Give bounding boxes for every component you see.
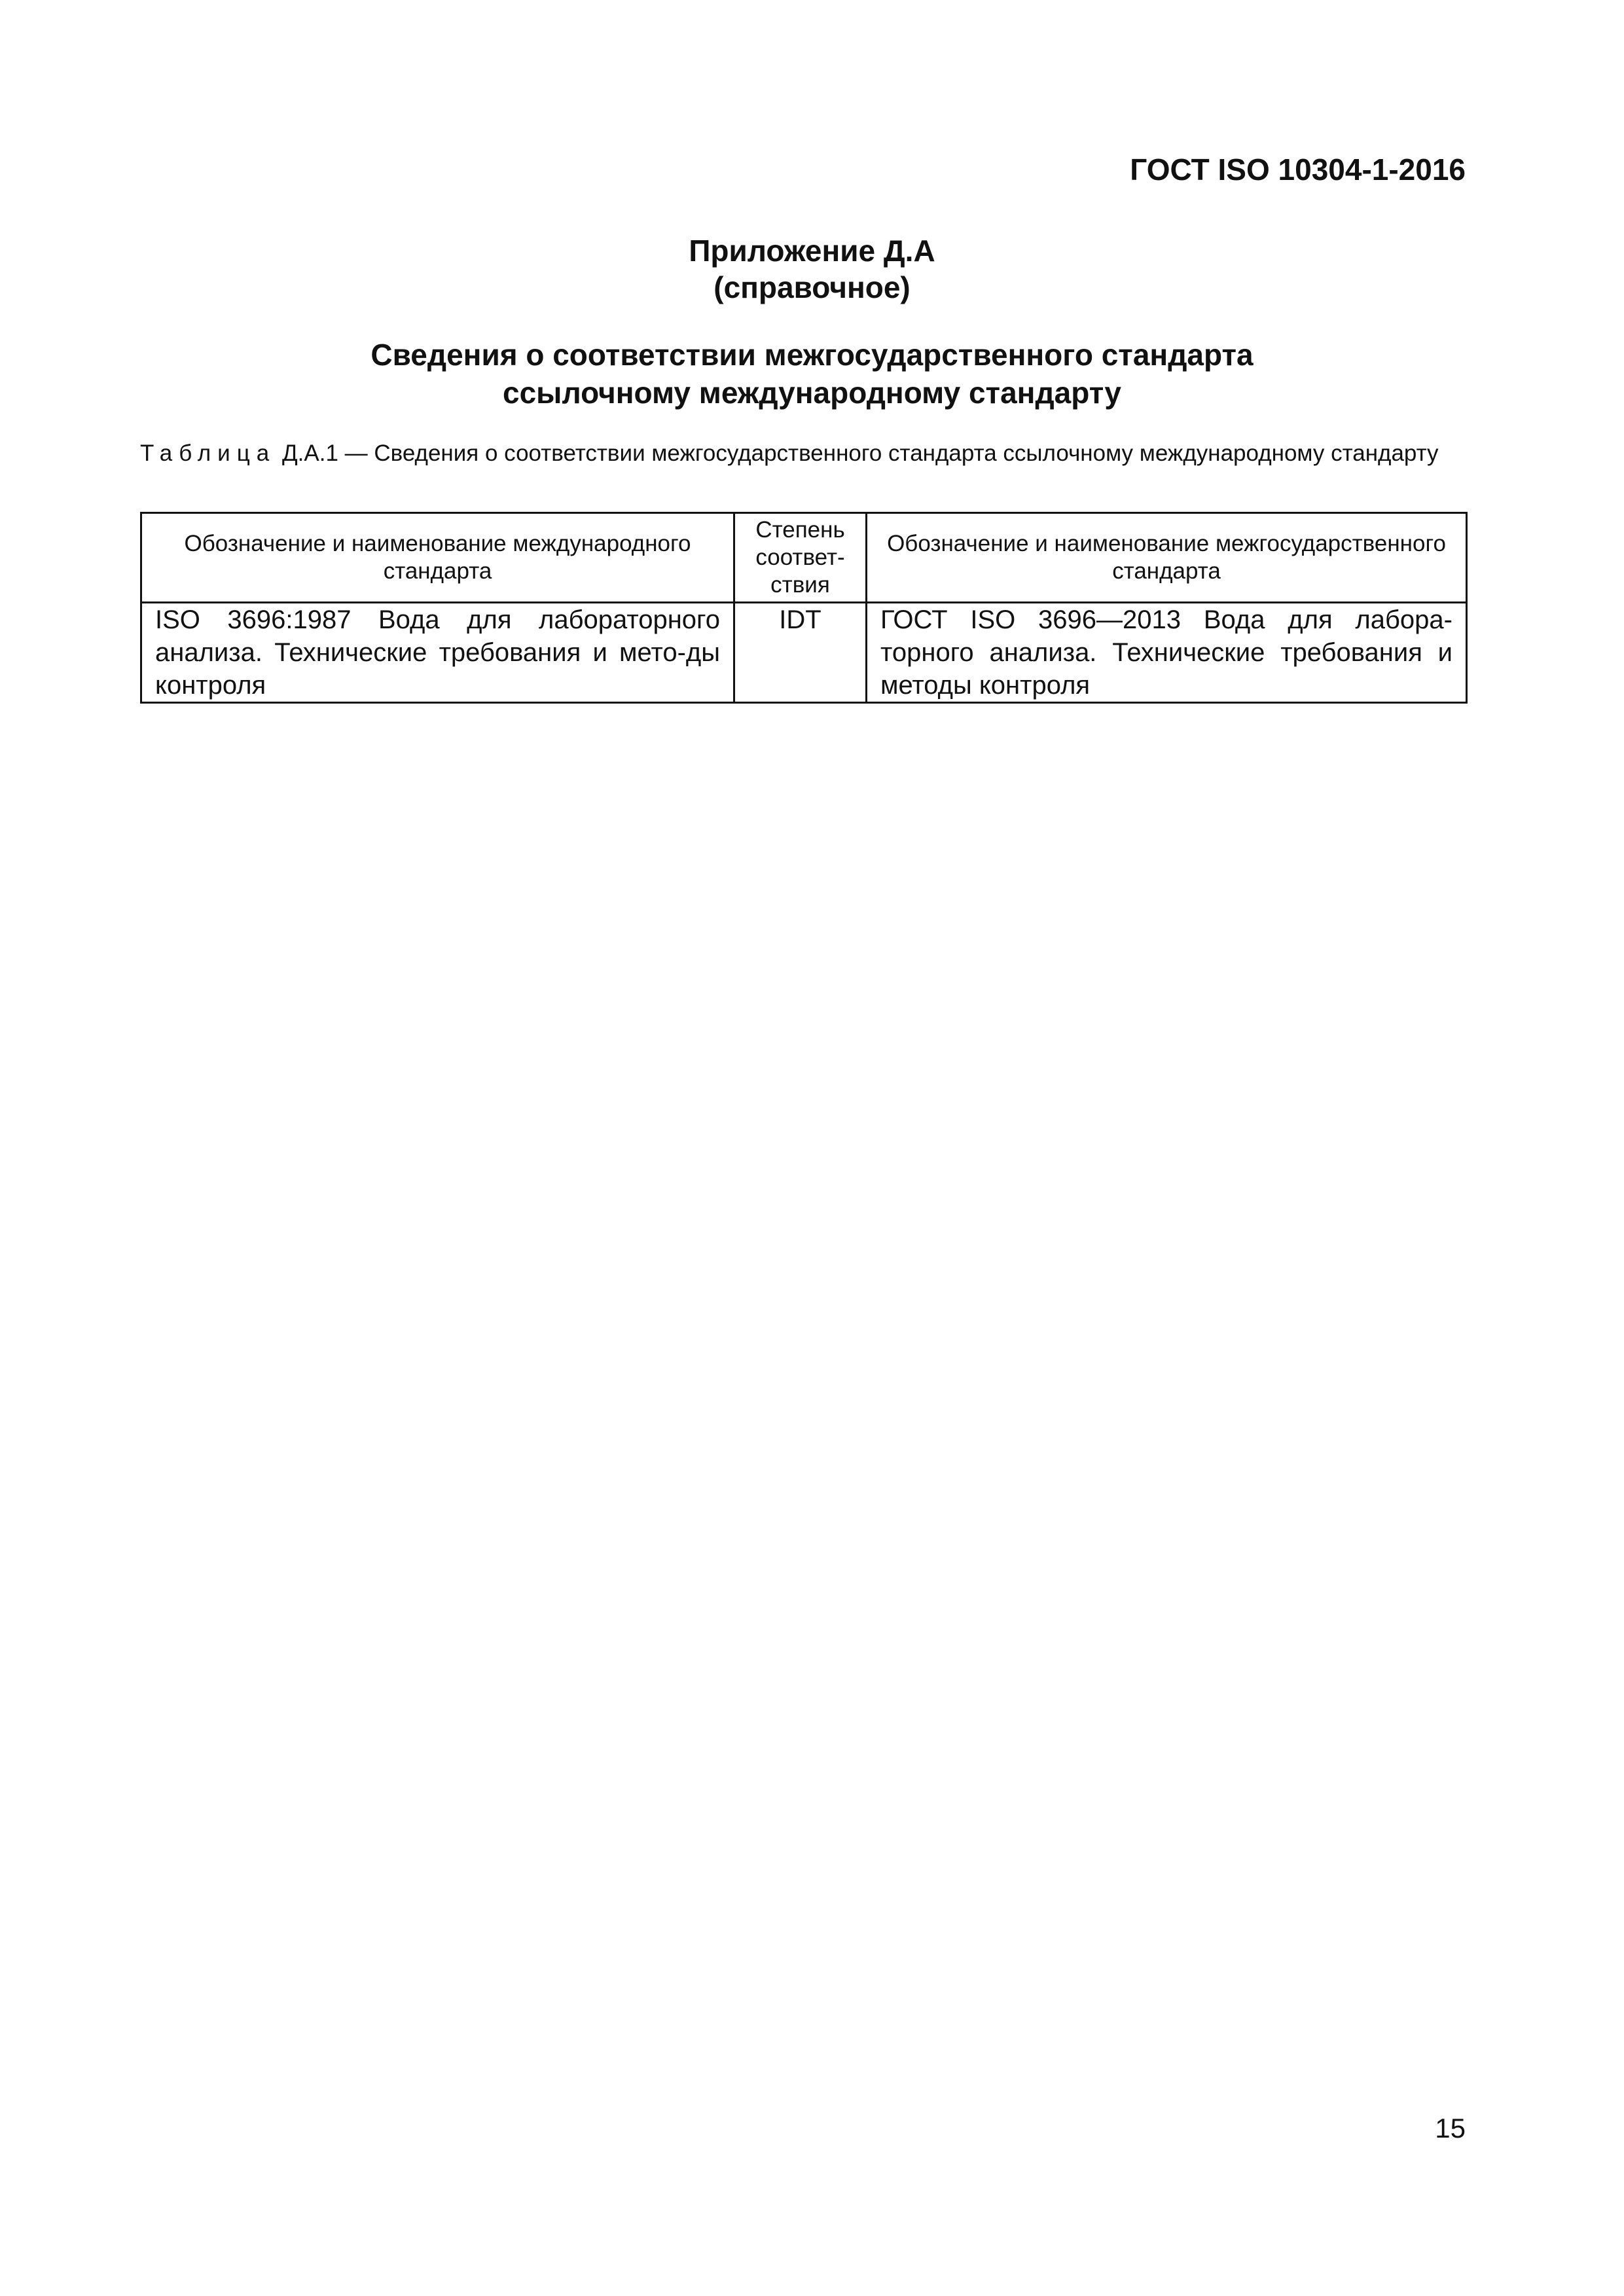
appendix-title-line-1: Сведения о соответствии межгосударственного стандарта [370, 338, 1254, 372]
header-conformity-degree: Степень соответ-ствия [734, 513, 867, 603]
cell-conformity-degree: IDT [734, 603, 867, 703]
cell-interstate-standard: ГОСТ ISO 3696—2013 Вода для лабора-торного анализа. Технические требования и методы контроля [867, 603, 1467, 703]
conformity-table [140, 512, 1468, 704]
header-interstate-standard: Обозначение и наименование межгосударственного стандарта [867, 513, 1467, 603]
table-row [141, 603, 1467, 703]
table-caption [140, 440, 1466, 467]
document-code: ГОСТ ISO 10304-1-2016 [1130, 152, 1466, 187]
appendix-title [0, 336, 1624, 412]
header-international-standard: Обозначение и наименование международного стандарта [141, 513, 734, 603]
appendix-label: Приложение Д.А [689, 234, 935, 268]
page-number: 15 [1435, 2113, 1466, 2144]
appendix-title-line-2: ссылочному международному стандарту [503, 376, 1121, 410]
cell-international-standard: ISO 3696:1987 Вода для лабораторного анализа. Технические требования и мето-ды контроля [141, 603, 734, 703]
table-caption-prefix: Таблица [140, 440, 276, 466]
table-caption-text: Д.А.1 — Сведения о соответствии межгосударственного стандарта ссылочному международному стандарту [276, 440, 1439, 466]
table-header-row [141, 513, 1467, 603]
appendix-kind: (справочное) [713, 270, 911, 304]
appendix-heading [0, 232, 1624, 306]
